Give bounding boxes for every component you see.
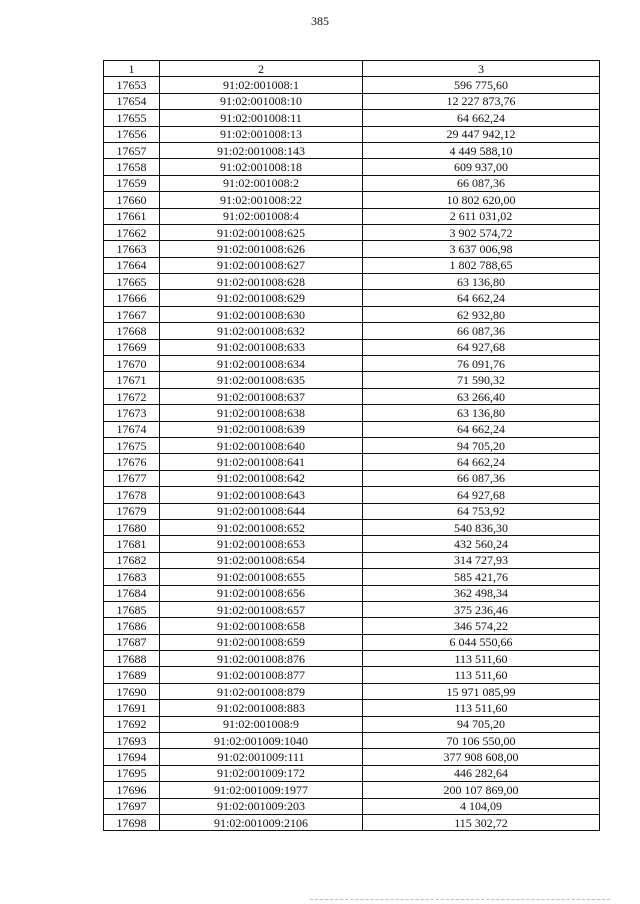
cadastral-number-cell: 91:02:001008:879 — [160, 683, 363, 699]
cadastral-value-cell: 62 932,80 — [363, 306, 600, 322]
cadastral-number-cell: 91:02:001008:632 — [160, 323, 363, 339]
table-row — [104, 372, 600, 388]
cadastral-number-cell: 91:02:001008:629 — [160, 290, 363, 306]
cadastral-value-cell: 64 662,24 — [363, 110, 600, 126]
cadastral-value-cell: 4 104,09 — [363, 798, 600, 814]
cadastral-number-cell: 91:02:001008:641 — [160, 454, 363, 470]
cadastral-value-cell: 3 902 574,72 — [363, 224, 600, 240]
cadastral-number-cell: 91:02:001009:203 — [160, 798, 363, 814]
table-row — [104, 618, 600, 634]
table-row — [104, 159, 600, 175]
cadastral-number-cell: 91:02:001008:639 — [160, 421, 363, 437]
table-row — [104, 667, 600, 683]
table-row — [104, 126, 600, 142]
row-number-cell: 17675 — [104, 437, 160, 453]
cadastral-value-cell: 64 662,24 — [363, 290, 600, 306]
row-number-cell: 17677 — [104, 470, 160, 486]
row-number-cell: 17656 — [104, 126, 160, 142]
bottom-scan-line — [310, 899, 610, 900]
row-number-cell: 17692 — [104, 716, 160, 732]
cadastral-number-cell: 91:02:001008:634 — [160, 356, 363, 372]
row-number-cell: 17667 — [104, 306, 160, 322]
table-row — [104, 356, 600, 372]
cadastral-number-cell: 91:02:001008:643 — [160, 487, 363, 503]
cadastral-number-cell: 91:02:001008:642 — [160, 470, 363, 486]
cadastral-number-cell: 91:02:001008:635 — [160, 372, 363, 388]
table-row — [104, 519, 600, 535]
table-row — [104, 569, 600, 585]
cadastral-number-cell: 91:02:001008:883 — [160, 700, 363, 716]
cadastral-number-cell: 91:02:001008:4 — [160, 208, 363, 224]
row-number-cell: 17696 — [104, 782, 160, 798]
table-row — [104, 634, 600, 650]
row-number-cell: 17694 — [104, 749, 160, 765]
row-number-cell: 17676 — [104, 454, 160, 470]
row-number-cell: 17674 — [104, 421, 160, 437]
table-row — [104, 749, 600, 765]
cadastral-number-cell: 91:02:001008:876 — [160, 651, 363, 667]
row-number-cell: 17693 — [104, 733, 160, 749]
table-body — [104, 77, 600, 831]
table-row — [104, 175, 600, 191]
cadastral-number-cell: 91:02:001008:638 — [160, 405, 363, 421]
row-number-cell: 17689 — [104, 667, 160, 683]
cadastral-number-cell: 91:02:001009:111 — [160, 749, 363, 765]
cadastral-number-cell: 91:02:001008:10 — [160, 93, 363, 109]
cadastral-number-cell: 91:02:001009:172 — [160, 765, 363, 781]
cadastral-number-cell: 91:02:001008:637 — [160, 388, 363, 404]
cadastral-value-cell: 609 937,00 — [363, 159, 600, 175]
table-row — [104, 651, 600, 667]
table-row — [104, 503, 600, 519]
cadastral-number-cell: 91:02:001008:18 — [160, 159, 363, 175]
table-row — [104, 405, 600, 421]
cadastral-number-cell: 91:02:001008:627 — [160, 257, 363, 273]
cadastral-value-cell: 63 136,80 — [363, 274, 600, 290]
cadastral-number-cell: 91:02:001008:655 — [160, 569, 363, 585]
cadastral-number-cell: 91:02:001008:625 — [160, 224, 363, 240]
table-row — [104, 683, 600, 699]
cadastral-number-cell: 91:02:001008:656 — [160, 585, 363, 601]
row-number-cell: 17659 — [104, 175, 160, 191]
header-col-3: 3 — [363, 61, 600, 77]
table-row — [104, 224, 600, 240]
table-row — [104, 601, 600, 617]
cadastral-number-cell: 91:02:001008:1 — [160, 77, 363, 93]
header-col-1: 1 — [104, 61, 160, 77]
row-number-cell: 17678 — [104, 487, 160, 503]
row-number-cell: 17672 — [104, 388, 160, 404]
row-number-cell: 17670 — [104, 356, 160, 372]
row-number-cell: 17662 — [104, 224, 160, 240]
cadastral-value-cell: 63 266,40 — [363, 388, 600, 404]
cadastral-value-cell: 2 611 031,02 — [363, 208, 600, 224]
row-number-cell: 17653 — [104, 77, 160, 93]
cadastral-number-cell: 91:02:001008:644 — [160, 503, 363, 519]
cadastral-number-cell: 91:02:001008:633 — [160, 339, 363, 355]
table-row — [104, 700, 600, 716]
row-number-cell: 17654 — [104, 93, 160, 109]
cadastral-number-cell: 91:02:001008:2 — [160, 175, 363, 191]
row-number-cell: 17679 — [104, 503, 160, 519]
row-number-cell: 17658 — [104, 159, 160, 175]
table-row — [104, 208, 600, 224]
table-row — [104, 733, 600, 749]
table-row — [104, 142, 600, 158]
cadastral-value-cell: 314 727,93 — [363, 552, 600, 568]
table-row — [104, 421, 600, 437]
table-row — [104, 110, 600, 126]
table-row — [104, 536, 600, 552]
cadastral-number-cell: 91:02:001008:653 — [160, 536, 363, 552]
cadastral-value-cell: 377 908 608,00 — [363, 749, 600, 765]
cadastral-value-cell: 94 705,20 — [363, 437, 600, 453]
table-row — [104, 798, 600, 814]
row-number-cell: 17685 — [104, 601, 160, 617]
cadastral-number-cell: 91:02:001008:628 — [160, 274, 363, 290]
table-row — [104, 323, 600, 339]
cadastral-value-cell: 64 927,68 — [363, 487, 600, 503]
table-row — [104, 93, 600, 109]
row-number-cell: 17695 — [104, 765, 160, 781]
row-number-cell: 17698 — [104, 814, 160, 830]
cadastral-value-cell: 540 836,30 — [363, 519, 600, 535]
row-number-cell: 17669 — [104, 339, 160, 355]
table-row — [104, 487, 600, 503]
cadastral-value-cell: 94 705,20 — [363, 716, 600, 732]
cadastral-value-cell: 66 087,36 — [363, 175, 600, 191]
cadastral-value-cell: 596 775,60 — [363, 77, 600, 93]
cadastral-number-cell: 91:02:001008:658 — [160, 618, 363, 634]
table-row — [104, 257, 600, 273]
cadastral-value-cell: 64 662,24 — [363, 454, 600, 470]
cadastral-number-cell: 91:02:001008:9 — [160, 716, 363, 732]
row-number-cell: 17664 — [104, 257, 160, 273]
cadastral-value-cell: 64 753,92 — [363, 503, 600, 519]
cadastral-value-cell: 66 087,36 — [363, 470, 600, 486]
cadastral-value-cell: 362 498,34 — [363, 585, 600, 601]
cadastral-number-cell: 91:02:001008:22 — [160, 192, 363, 208]
table-row — [104, 192, 600, 208]
row-number-cell: 17684 — [104, 585, 160, 601]
cadastral-value-cell: 3 637 006,98 — [363, 241, 600, 257]
row-number-cell: 17666 — [104, 290, 160, 306]
row-number-cell: 17688 — [104, 651, 160, 667]
cadastral-number-cell: 91:02:001008:626 — [160, 241, 363, 257]
table-row — [104, 782, 600, 798]
row-number-cell: 17682 — [104, 552, 160, 568]
row-number-cell: 17683 — [104, 569, 160, 585]
cadastral-value-cell: 70 106 550,00 — [363, 733, 600, 749]
cadastral-number-cell: 91:02:001009:1977 — [160, 782, 363, 798]
cadastral-value-cell: 63 136,80 — [363, 405, 600, 421]
cadastral-value-cell: 1 802 788,65 — [363, 257, 600, 273]
cadastral-number-cell: 91:02:001009:1040 — [160, 733, 363, 749]
table-row — [104, 339, 600, 355]
cadastral-number-cell: 91:02:001008:13 — [160, 126, 363, 142]
row-number-cell: 17660 — [104, 192, 160, 208]
row-number-cell: 17655 — [104, 110, 160, 126]
cadastral-number-cell: 91:02:001008:11 — [160, 110, 363, 126]
cadastral-value-cell: 113 511,60 — [363, 700, 600, 716]
table-row — [104, 814, 600, 830]
row-number-cell: 17663 — [104, 241, 160, 257]
row-number-cell: 17691 — [104, 700, 160, 716]
cadastral-value-cell: 585 421,76 — [363, 569, 600, 585]
table-row — [104, 241, 600, 257]
cadastral-value-cell: 432 560,24 — [363, 536, 600, 552]
cadastral-value-cell: 64 927,68 — [363, 339, 600, 355]
cadastral-value-cell: 66 087,36 — [363, 323, 600, 339]
row-number-cell: 17673 — [104, 405, 160, 421]
table-row — [104, 585, 600, 601]
cadastral-number-cell: 91:02:001008:877 — [160, 667, 363, 683]
cadastral-number-cell: 91:02:001009:2106 — [160, 814, 363, 830]
page-number: 385 — [311, 14, 329, 28]
cadastral-value-cell: 12 227 873,76 — [363, 93, 600, 109]
cadastral-value-cell: 346 574,22 — [363, 618, 600, 634]
cadastral-number-cell: 91:02:001008:654 — [160, 552, 363, 568]
cadastral-value-table — [103, 60, 600, 831]
cadastral-number-cell: 91:02:001008:657 — [160, 601, 363, 617]
cadastral-value-cell: 115 302,72 — [363, 814, 600, 830]
cadastral-value-cell: 113 511,60 — [363, 667, 600, 683]
cadastral-value-cell: 15 971 085,99 — [363, 683, 600, 699]
cadastral-value-cell: 200 107 869,00 — [363, 782, 600, 798]
row-number-cell: 17690 — [104, 683, 160, 699]
row-number-cell: 17697 — [104, 798, 160, 814]
table-row — [104, 716, 600, 732]
cadastral-value-cell: 71 590,32 — [363, 372, 600, 388]
row-number-cell: 17681 — [104, 536, 160, 552]
cadastral-number-cell: 91:02:001008:652 — [160, 519, 363, 535]
row-number-cell: 17665 — [104, 274, 160, 290]
cadastral-number-cell: 91:02:001008:630 — [160, 306, 363, 322]
table-row — [104, 306, 600, 322]
cadastral-value-cell: 6 044 550,66 — [363, 634, 600, 650]
table-header — [104, 61, 600, 77]
table-row — [104, 437, 600, 453]
row-number-cell: 17661 — [104, 208, 160, 224]
cadastral-value-cell: 64 662,24 — [363, 421, 600, 437]
table-row — [104, 274, 600, 290]
cadastral-number-cell: 91:02:001008:143 — [160, 142, 363, 158]
table-row — [104, 388, 600, 404]
cadastral-value-cell: 113 511,60 — [363, 651, 600, 667]
cadastral-number-cell: 91:02:001008:659 — [160, 634, 363, 650]
row-number-cell: 17686 — [104, 618, 160, 634]
table-row — [104, 765, 600, 781]
header-col-2: 2 — [160, 61, 363, 77]
header-row — [104, 61, 600, 77]
table-row — [104, 77, 600, 93]
cadastral-value-cell: 375 236,46 — [363, 601, 600, 617]
row-number-cell: 17680 — [104, 519, 160, 535]
table-row — [104, 552, 600, 568]
cadastral-value-cell: 76 091,76 — [363, 356, 600, 372]
table-row — [104, 454, 600, 470]
table-row — [104, 470, 600, 486]
row-number-cell: 17657 — [104, 142, 160, 158]
cadastral-value-cell: 446 282,64 — [363, 765, 600, 781]
cadastral-value-cell: 10 802 620,00 — [363, 192, 600, 208]
table-row — [104, 290, 600, 306]
row-number-cell: 17687 — [104, 634, 160, 650]
cadastral-number-cell: 91:02:001008:640 — [160, 437, 363, 453]
row-number-cell: 17671 — [104, 372, 160, 388]
row-number-cell: 17668 — [104, 323, 160, 339]
cadastral-value-cell: 29 447 942,12 — [363, 126, 600, 142]
cadastral-value-cell: 4 449 588,10 — [363, 142, 600, 158]
